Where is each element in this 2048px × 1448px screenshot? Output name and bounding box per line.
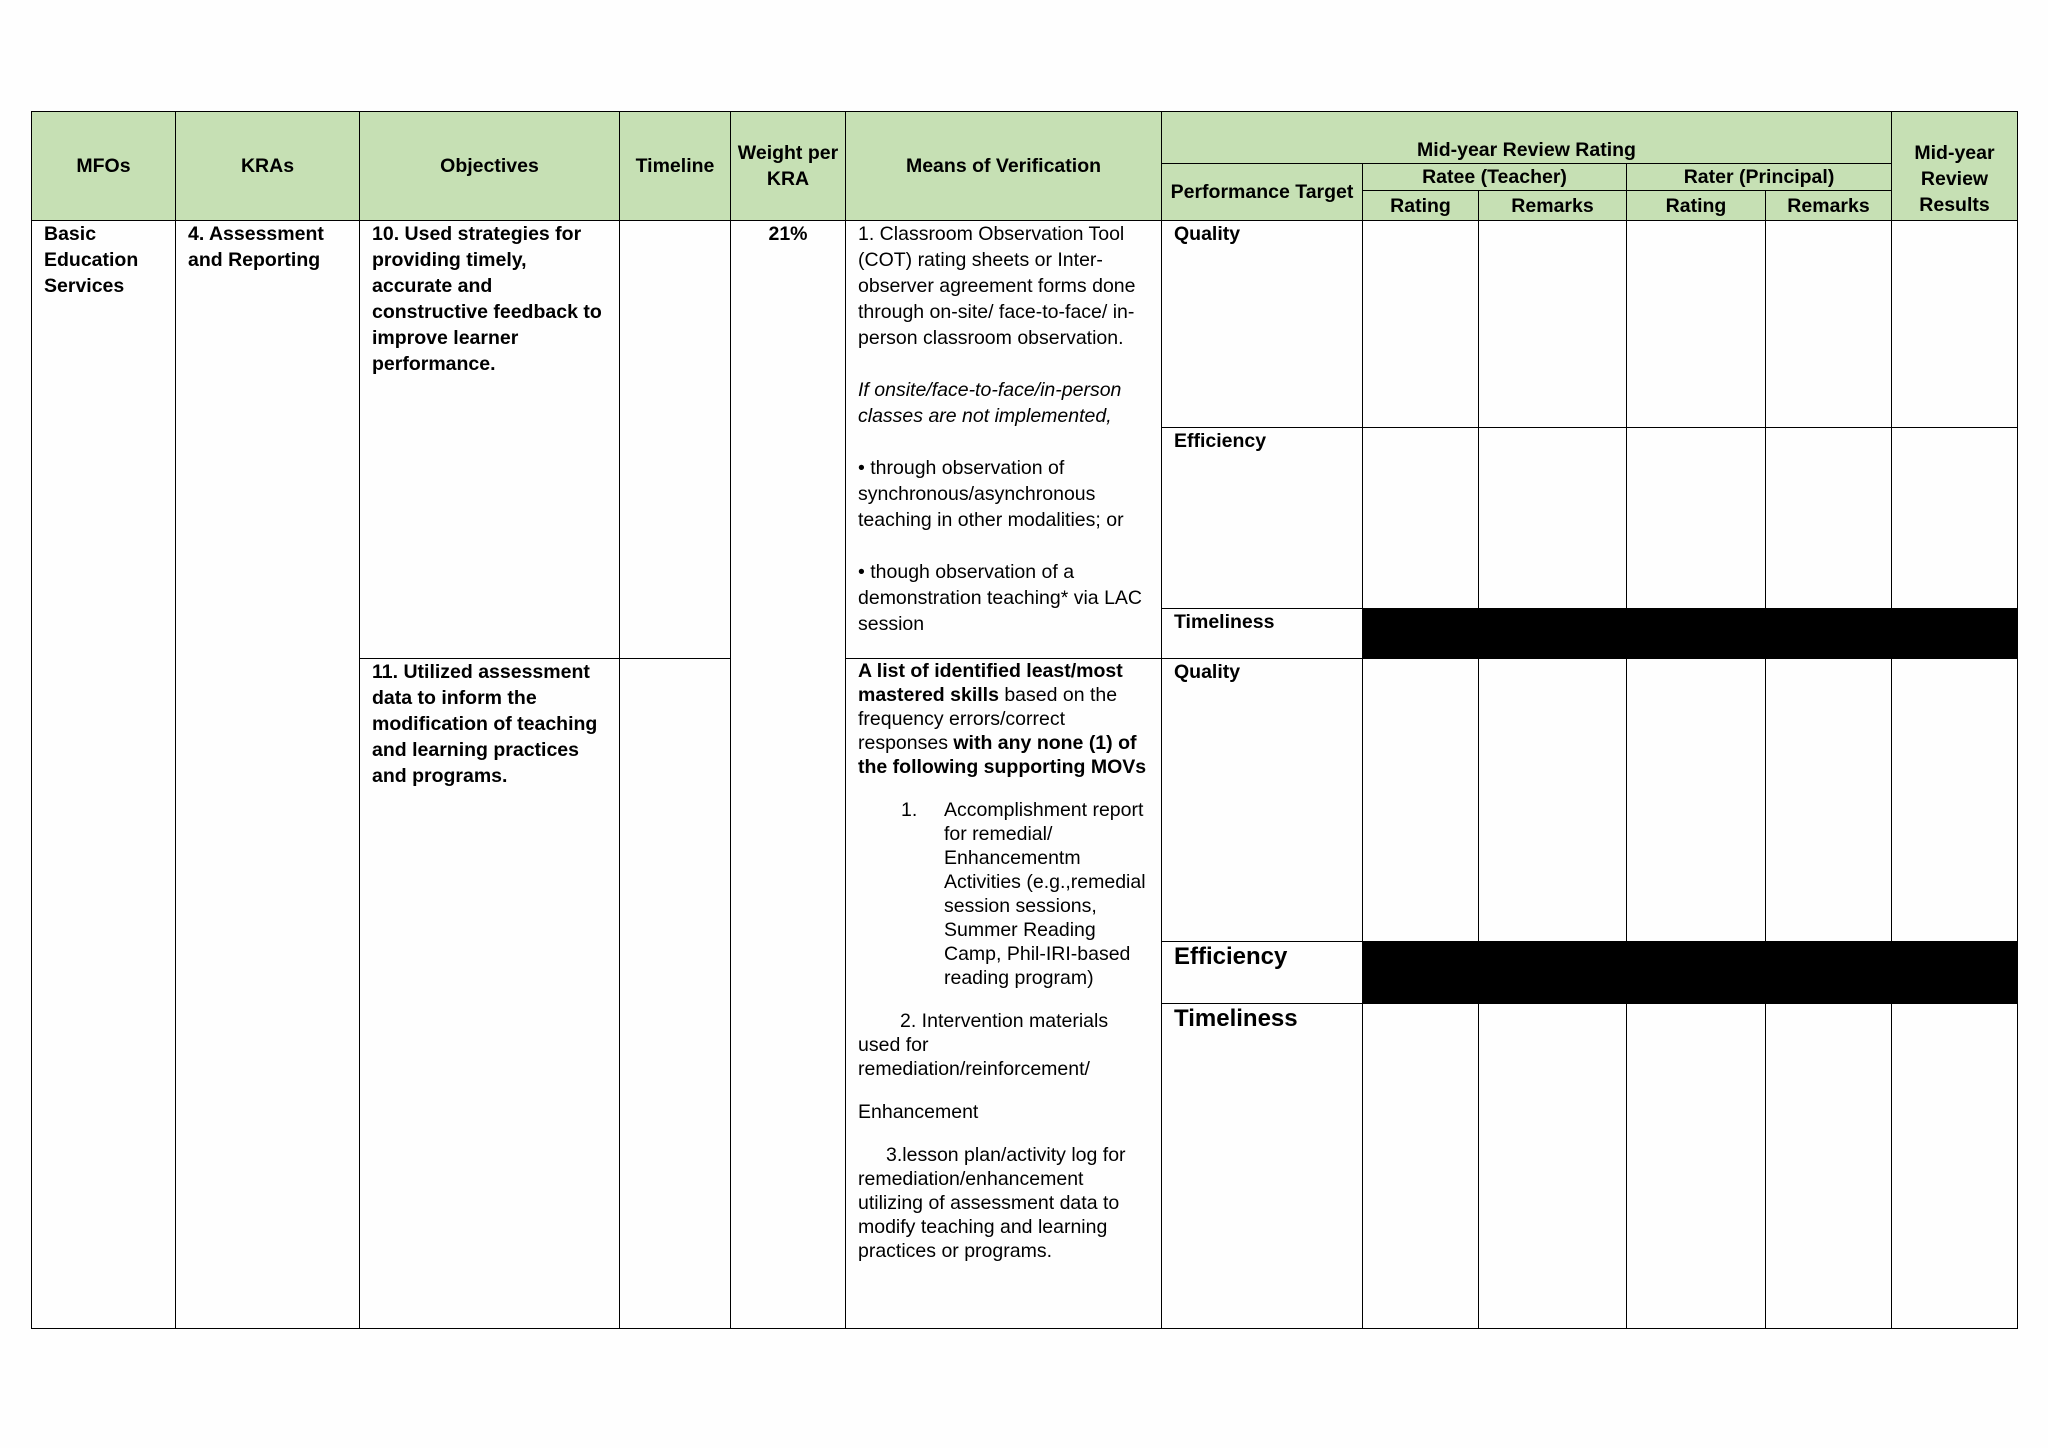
result-11-timeliness[interactable]	[1892, 1004, 2018, 1329]
ratee-rating-11-quality[interactable]	[1363, 659, 1479, 942]
blacked-out-11-efficiency	[1363, 942, 2018, 1004]
ratee-remarks-10-quality[interactable]	[1479, 221, 1627, 428]
header-mfos: MFOs	[32, 112, 176, 221]
rater-remarks-11-quality[interactable]	[1766, 659, 1892, 942]
mov-11-item-1: 1. Accomplishment report for remedial/ Enhancementm Activities (e.g.,remedial session sessions, Summer Reading Camp, Phil-IRI-based reading program)	[901, 799, 1146, 989]
target-11-timeliness: Timeliness	[1162, 1004, 1363, 1329]
target-10-efficiency: Efficiency	[1162, 428, 1363, 609]
kra-cell: 4. Assessment and Reporting	[176, 221, 360, 1329]
mov-objective-10	[846, 221, 1162, 659]
timeline-cell-10	[620, 221, 731, 659]
mov-10-italic-note: If onsite/face-to-face/in-person classes are not implemented,	[858, 379, 1122, 427]
mov-objective-11	[846, 659, 1162, 1329]
ratee-remarks-11-timeliness[interactable]	[1479, 1004, 1627, 1329]
header-timeline: Timeline	[620, 112, 731, 221]
weight-cell: 21%	[731, 221, 846, 1329]
rater-rating-10-quality[interactable]	[1627, 221, 1766, 428]
ratee-rating-11-timeliness[interactable]	[1363, 1004, 1479, 1329]
header-kras: KRAs	[176, 112, 360, 221]
ratee-rating-10-quality[interactable]	[1363, 221, 1479, 428]
objective-11: 11. Utilized assessment data to inform the modification of teaching and learning practices and programs.	[360, 659, 620, 1329]
header-rater-rating: Rating	[1627, 191, 1766, 221]
ratee-remarks-11-quality[interactable]	[1479, 659, 1627, 942]
rater-remarks-11-timeliness[interactable]	[1766, 1004, 1892, 1329]
mfo-cell: Basic Education Services	[32, 221, 176, 1329]
header-midyear-review-rating: Mid-year Review Rating	[1162, 112, 1892, 164]
mov-10-bullet-2: • though observation of a demonstration teaching* via LAC session	[858, 561, 1142, 635]
mov-10-bullet-1: • through observation of synchronous/asynchronous teaching in other modalities; or	[858, 457, 1124, 531]
target-11-efficiency: Efficiency	[1162, 942, 1363, 1004]
rater-remarks-10-efficiency[interactable]	[1766, 428, 1892, 609]
mov-10-item-1: 1. Classroom Observation Tool (COT) rating sheets or Inter-observer agreement forms done through on-site/ face-to-face/ in-person classroom observation.	[858, 223, 1136, 349]
header-performance-target: Performance Target	[1162, 164, 1363, 221]
rater-rating-11-timeliness[interactable]	[1627, 1004, 1766, 1329]
mov-11-intro: A list of identified least/most mastered skills based on the frequency errors/correct responses with any none (1) of the following supporting MOVs	[858, 660, 1147, 778]
header-rater-principal: Rater (Principal)	[1627, 164, 1892, 191]
rater-rating-10-efficiency[interactable]	[1627, 428, 1766, 609]
result-10-quality[interactable]	[1892, 221, 2018, 428]
objective-10: 10. Used strategies for providing timely, accurate and constructive feedback to improve learner performance.	[360, 221, 620, 659]
header-midyear-review-results: Mid-year Review Results	[1892, 112, 2018, 221]
ratee-rating-10-efficiency[interactable]	[1363, 428, 1479, 609]
header-rater-remarks: Remarks	[1766, 191, 1892, 221]
blacked-out-10-timeliness	[1363, 609, 2018, 659]
target-10-timeliness: Timeliness	[1162, 609, 1363, 659]
header-objectives: Objectives	[360, 112, 620, 221]
header-ratee-teacher: Ratee (Teacher)	[1363, 164, 1627, 191]
header-ratee-rating: Rating	[1363, 191, 1479, 221]
target-11-quality: Quality	[1162, 659, 1363, 942]
result-11-quality[interactable]	[1892, 659, 2018, 942]
header-means-of-verification: Means of Verification	[846, 112, 1162, 221]
header-weight: Weight per KRA	[731, 112, 846, 221]
ipcrf-table	[31, 111, 2018, 1329]
ratee-remarks-10-efficiency[interactable]	[1479, 428, 1627, 609]
result-10-efficiency[interactable]	[1892, 428, 2018, 609]
mov-11-item-2: 2. Intervention materials used for remediation/reinforcement/	[858, 1010, 1109, 1080]
mov-11-item-2b: Enhancement	[858, 1101, 979, 1123]
timeline-cell-11	[620, 659, 731, 1329]
mov-11-item-3: 3.lesson plan/activity log for remediation/enhancement utilizing of assessment data to modify teaching and learning practices or programs.	[858, 1144, 1126, 1262]
header-ratee-remarks: Remarks	[1479, 191, 1627, 221]
target-10-quality: Quality	[1162, 221, 1363, 428]
rater-rating-11-quality[interactable]	[1627, 659, 1766, 942]
rater-remarks-10-quality[interactable]	[1766, 221, 1892, 428]
